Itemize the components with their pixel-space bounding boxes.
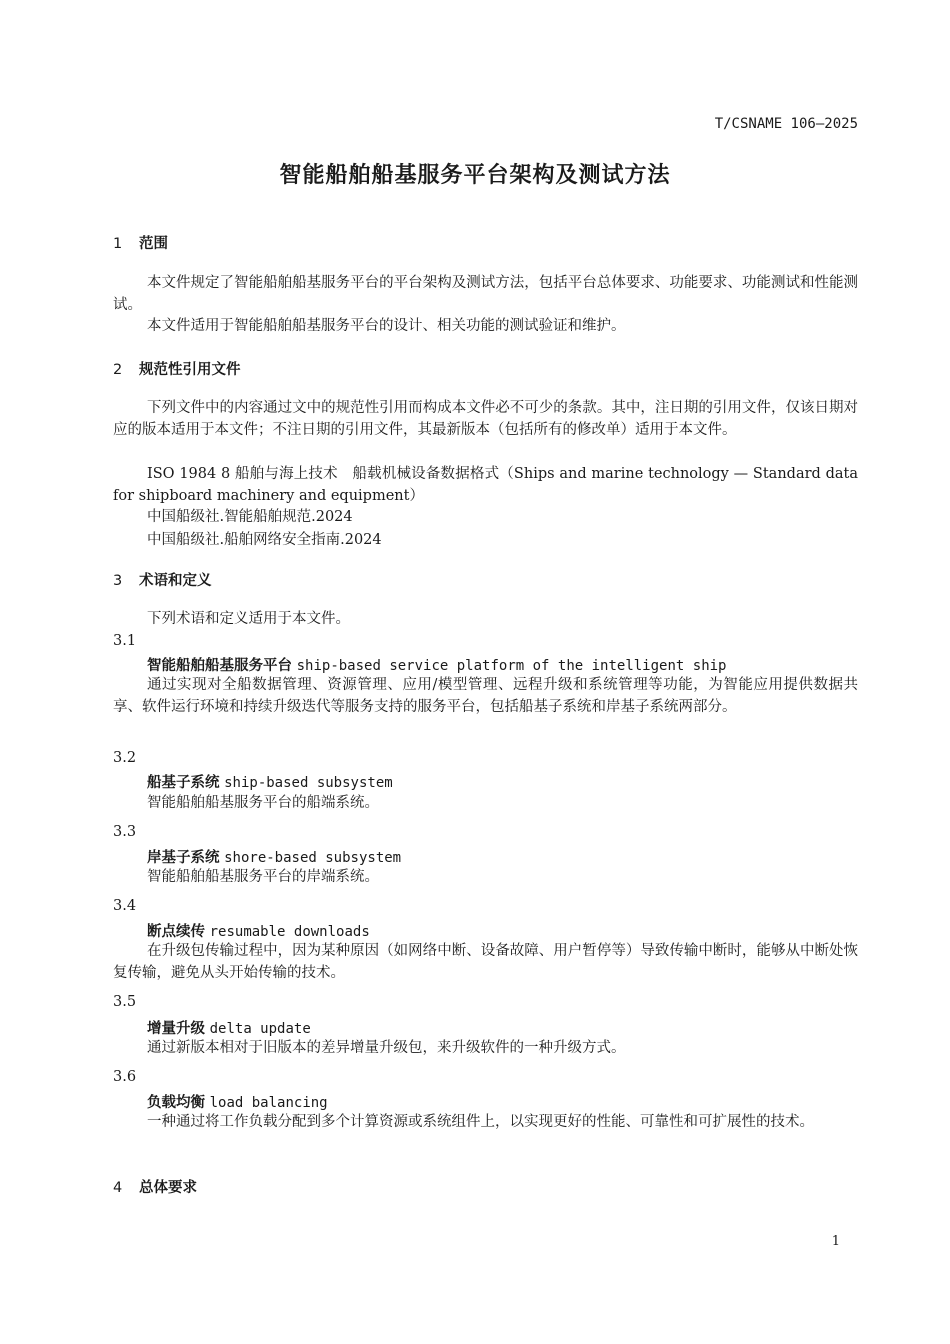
term-number: 3.1: [113, 633, 137, 649]
term-entry: [147, 654, 726, 675]
term-en: shore-based subsystem: [224, 850, 402, 866]
normative-reference: 中国船级社.船舶网络安全指南.2024: [147, 532, 382, 548]
section-number: 4: [113, 1180, 123, 1196]
term-zh: 断点续传: [147, 924, 205, 940]
term-entry: [147, 920, 370, 941]
term-definition: 在升级包传输过程中，因为某种原因（如网络中断、设备故障、用户暂停等）导致传输中断时，能够从中断处恢复传输，避免从头开始传输的技术。: [113, 943, 858, 981]
section-heading-2: [113, 358, 241, 379]
term-entry: [147, 771, 393, 792]
section-heading-3: [113, 569, 212, 590]
term-zh: 岸基子系统: [147, 850, 220, 866]
term-en: ship-based subsystem: [224, 775, 393, 791]
term-en: resumable downloads: [209, 924, 370, 940]
section-number: 3: [113, 573, 123, 589]
section-title: 规范性引用文件: [139, 362, 241, 378]
paragraph: 本文件规定了智能船舶船基服务平台的平台架构及测试方法，包括平台总体要求、功能要求、功能测试和性能测试。: [113, 275, 858, 313]
section-heading-4: [113, 1176, 197, 1197]
term-zh: 船基子系统: [147, 775, 220, 791]
term-definition: 智能船舶船基服务平台的岸端系统。: [147, 869, 379, 885]
term-entry: [147, 1017, 311, 1038]
term-definition: 一种通过将工作负载分配到多个计算资源或系统组件上，以实现更好的性能、可靠性和可扩展性的技术。: [147, 1114, 814, 1130]
term-zh: 负载均衡: [147, 1095, 205, 1111]
section-heading-1: [113, 232, 168, 253]
section-number: 1: [113, 236, 123, 252]
term-zh: 智能船舶船基服务平台: [147, 658, 292, 674]
term-en: delta update: [209, 1021, 311, 1037]
term-zh: 增量升级: [147, 1021, 205, 1037]
section-number: 2: [113, 362, 123, 378]
document-title: 智能船舶船基服务平台架构及测试方法: [279, 163, 671, 188]
paragraph: 下列术语和定义适用于本文件。: [147, 611, 350, 627]
term-entry: [147, 1091, 328, 1112]
term-number: 3.5: [113, 994, 137, 1010]
term-number: 3.6: [113, 1069, 137, 1085]
term-number: 3.2: [113, 750, 137, 766]
term-definition: 智能船舶船基服务平台的船端系统。: [147, 795, 379, 811]
page-number: 1: [831, 1234, 840, 1249]
term-definition: 通过实现对全船数据管理、资源管理、应用/模型管理、远程升级和系统管理等功能，为智能应用提供数据共享、软件运行环境和持续升级迭代等服务支持的服务平台，包括船基子系统和岸基子系统两部分。: [113, 677, 858, 715]
term-en: ship-based service platform of the intelligent ship: [296, 658, 727, 674]
term-number: 3.4: [113, 898, 137, 914]
term-definition: 通过新版本相对于旧版本的差异增量升级包，来升级软件的一种升级方式。: [147, 1040, 626, 1056]
term-number: 3.3: [113, 824, 137, 840]
section-title: 总体要求: [139, 1180, 197, 1196]
paragraph: 下列文件中的内容通过文中的规范性引用而构成本文件必不可少的条款。其中，注日期的引用文件，仅该日期对应的版本适用于本文件；不注日期的引用文件，其最新版本（包括所有的修改单）适用于本文件。: [113, 400, 858, 438]
normative-reference: 中国船级社.智能船舶规范.2024: [147, 509, 353, 525]
section-title: 术语和定义: [139, 573, 212, 589]
normative-reference: ISO 1984 8 船舶与海上技术 船载机械设备数据格式（Ships and marine technology — Standard data for shipboard machinery and equipment）: [113, 466, 858, 504]
section-title: 范围: [139, 236, 168, 252]
standard-number: T/CSNAME 106—2025: [714, 116, 858, 132]
paragraph: 本文件适用于智能船舶船基服务平台的设计、相关功能的测试验证和维护。: [147, 318, 626, 334]
term-en: load balancing: [209, 1095, 328, 1111]
term-entry: [147, 846, 401, 867]
